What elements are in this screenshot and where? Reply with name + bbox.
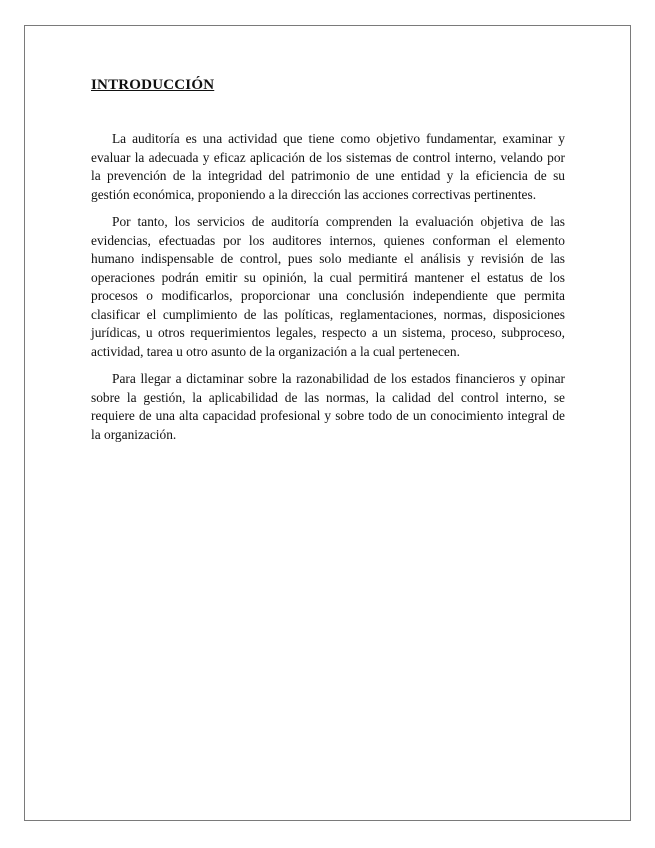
- paragraph-3: Para llegar a dictaminar sobre la razonabilidad de los estados financieros y opinar sobre la gestión, la aplicabilidad de las normas, la calidad del control interno, se requiere de una alta capacidad profesional y sobre todo de un conocimiento integral de la organización.: [91, 371, 565, 442]
- document-title: INTRODUCCIÓN: [91, 77, 215, 93]
- paragraph-2: Por tanto, los servicios de auditoría comprenden la evaluación objetiva de las evidencias, efectuadas por los auditores internos, quienes conforman el elemento humano indispensable de control, pues solo mediante el análisis y revisión de las operaciones podrán emitir su opinión, la cual permitirá mantener el estatus de los procesos o modificarlos, proporcionar una conclusión independiente que permita clasificar el cumplimiento de las políticas, reglamentaciones, normas, disposiciones jurídicas, u otros requerimientos legales, respecto a un sistema, proceso, subproceso, actividad, tarea u otro asunto de la organización a la cual pertenecen.: [91, 214, 565, 359]
- paragraph-1: La auditoría es una actividad que tiene como objetivo fundamentar, examinar y evaluar la adecuada y eficaz aplicación de los sistemas de control interno, velando por la prevención de la integridad del patrimonio de une entidad y la eficiencia de su gestión económica, proponiendo a la dirección las acciones correctivas pertinentes.: [91, 131, 565, 202]
- page-content: [91, 75, 565, 444]
- document-page: [24, 25, 631, 821]
